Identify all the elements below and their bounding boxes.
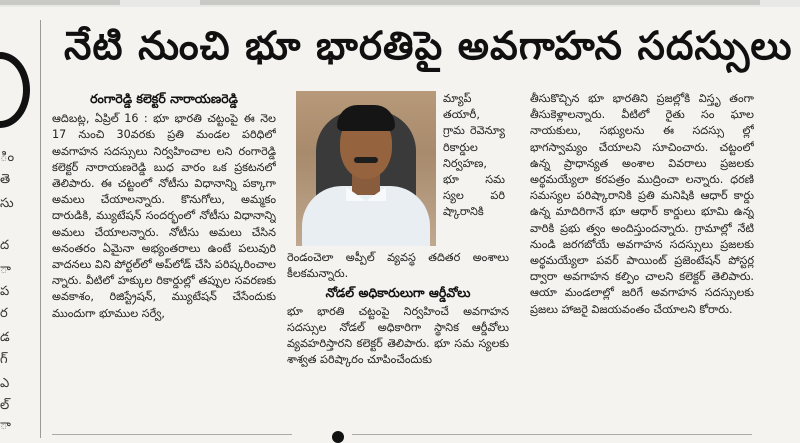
text-fragment: ఎ	[0, 376, 10, 391]
text-fragment: ా	[0, 418, 11, 433]
bottom-rule	[352, 434, 752, 435]
article-column-1	[52, 91, 276, 426]
text-fragment: ద	[0, 238, 10, 253]
collector-photo	[296, 91, 436, 246]
column-2-narrow-text: మ్యాప్ తయారీ, గ్రామ రెవెన్యూ రికార్డుల నిర్వహణ, భూ సమ స్యల పరి ష్కారానికి	[443, 92, 505, 219]
article-column-2-narrow	[443, 91, 505, 251]
top-strip	[0, 0, 800, 7]
article-column-2	[287, 250, 509, 426]
text-fragment: ర	[0, 306, 8, 321]
bottom-rule	[52, 434, 292, 435]
text-fragment: తె	[0, 172, 11, 187]
photo-shirt	[302, 186, 430, 246]
previous-article-column	[0, 0, 40, 438]
column-2-text: భూ భారతి చట్టంపై నిర్వహించే అవగాహన సదస్సుల నోడల్ అధికారిగా స్థానిక ఆర్డీవోలు వ్యవహరిస్తారని కలెక్టర్ తెలిపారు. భూ సమ స్యలకు శాశ్వత పరిష్కారం చూపించేందుకు	[287, 304, 509, 367]
text-fragment: ప	[0, 284, 10, 299]
byline: రంగారెడ్డి కలెక్టర్ నారాయణరెడ్డి	[90, 91, 238, 106]
column-2-wide-text: రెండంచెలా అప్పీల్ వ్యవస్థ తదితర అంశాలు కీలకమన్నారు.	[287, 251, 509, 281]
text-fragment: గ్	[0, 352, 8, 367]
article-column-3	[530, 91, 754, 426]
text-fragment: సు	[0, 196, 14, 211]
photo-hair	[337, 105, 395, 131]
column-3-text: తీసుకొచ్చిన భూ భారతిని ప్రజల్లోకి విస్తృ తంగా తీసుకెళ్లాలన్నారు. వీటిలో రైతు సం ఘాల నాయకులు, సభ్యులను ఈ సదస్సు ల్లో భాగస్వామ్యం చేయాలని సూచించారు. చట్టంలో ఉన్న ప్రాధాన్యత అంశాల వివరాలు ప్రజలకు అర్థమయ్యేలా కరపత్రం ముద్రించా లన్నారు. ధరణి సమస్యల పరిష్కారానికి ప్రతి మనిషికి ఆధార్ కార్డు ఉన్న మాదిరిగానే భూ ఆధార్ కార్డులు భూమి ఉన్న వారికి ప్రభు త్వం అందిస్తుందన్నారు. గ్రామాల్లో నేటి నుండి జరగబోయే అవగాహన సదస్సులు ప్రజలకు అర్థమయ్యేలా పవర్ పాయింట్ ప్రజెంటేషన్ పోస్టర్ల ద్వారా అవగాహన కల్పిం చాలని కలెక్టర్ తెలిపారు. ఆయా మండలాల్లో జరిగే అవగాహన సదస్సులకు ప్రజలు హాజరై విజయవంతం చేయాలని కోరారు.	[530, 92, 754, 316]
bottom-ornament	[332, 431, 344, 443]
article-headline: నేటి నుంచి భూ భారతిపై అవగాహన సదస్సులు	[64, 24, 793, 69]
text-fragment: ల్	[0, 398, 10, 413]
top-strip-bar	[200, 0, 760, 5]
text-fragment: ా	[0, 262, 11, 277]
text-fragment: డ	[0, 330, 10, 345]
photo-moustache	[354, 157, 378, 163]
large-letter-fragment	[0, 52, 30, 128]
text-fragment: ిం	[0, 150, 15, 165]
column-1-text: ఆదిబట్ల, ఏప్రిల్ 16 : భూ భారతి చట్టంపై ఈ నెల 17 నుంచి 30వరకు ప్రతి మండల పరిధిలో అవగాహన సదస్సులు నిర్వహించాల లని రంగారెడ్డి కలెక్టర్ నారాయణరెడ్డి బుధ వారం ఒక ప్రకటనలో తెలిపారు. ఈ చట్టంలో నోటీసు విధానాన్ని పక్కాగా అమలు చేయాలన్నారు. కొనుగోలు, అమ్మకం దారుడికి, మ్యుటేషన్ సందర్భంలో నోటీసు విధానాన్ని అమలు చేయాలన్నారు. నోటీసు అమలు చేసిన అనంతరం ఏమైనా అభ్యంతరాలు ఉంటే పలువురి వాదనలు విని పోర్టల్‌లో అప్‌లోడ్ చేసి పరిష్కరించాల న్నారు. వీటిలో హక్కుల రికార్డుల్లో తప్పుల సవరణకు అవకాశం, రిజిస్ట్రేషన్, మ్యుటేషన్ చేసేందుకు ముందుగా భూముల సర్వే,	[52, 112, 276, 320]
column-divider	[40, 20, 41, 438]
subheading: నోడల్ అధికారులుగా ఆర్డీవోలు	[325, 285, 471, 301]
